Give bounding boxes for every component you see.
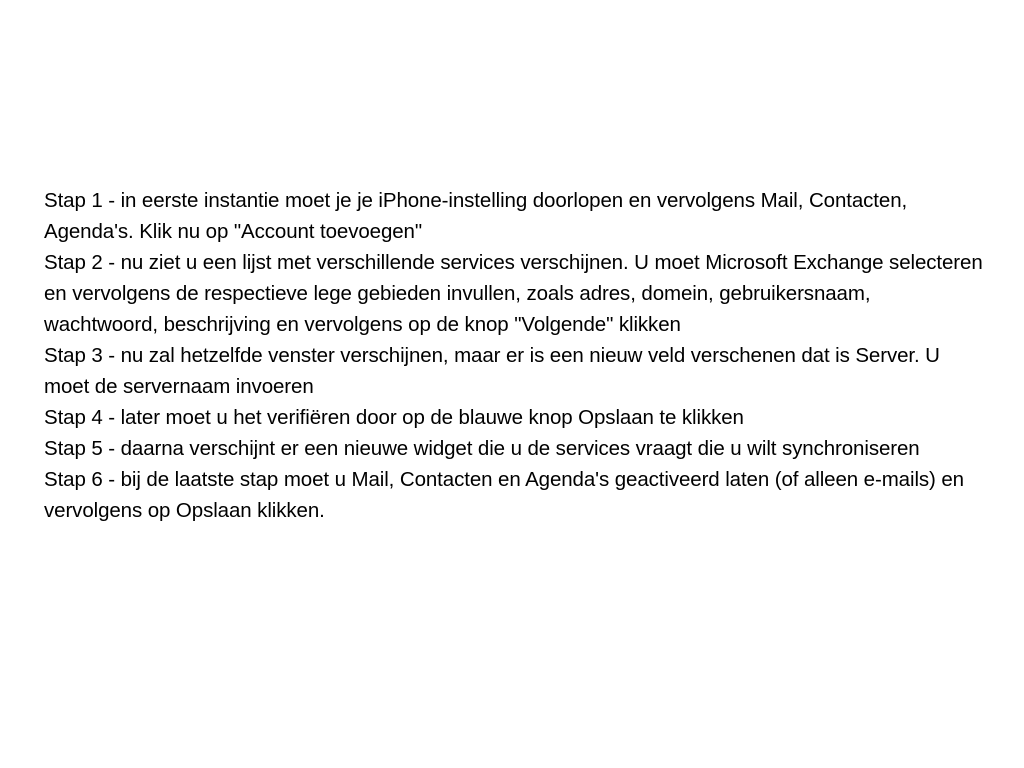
step-2-text: Stap 2 - nu ziet u een lijst met verschillende services verschijnen. U moet Microsoft Exchange selecteren en vervolgens de respectieve lege gebieden invullen, zoals adres, domein, gebruikersnaam, wachtwoord, beschrijving en vervolgens op de knop "Volgende" klikken: [44, 251, 983, 336]
step-5-text: Stap 5 - daarna verschijnt er een nieuwe widget die u de services vraagt die u wilt synchroniseren: [44, 437, 920, 460]
step-6-text: Stap 6 - bij de laatste stap moet u Mail, Contacten en Agenda's geactiveerd laten (of alleen e-mails) en vervolgens op Opslaan klikken.: [44, 468, 964, 522]
step-4-text: Stap 4 - later moet u het verifiëren door op de blauwe knop Opslaan te klikken: [44, 406, 744, 429]
step-1-text: Stap 1 - in eerste instantie moet je je iPhone-instelling doorlopen en vervolgens Mail, Contacten, Agenda's. Klik nu op "Account toevoegen": [44, 189, 908, 243]
step-3-text: Stap 3 - nu zal hetzelfde venster verschijnen, maar er is een nieuw veld verschenen dat is Server. U moet de servernaam invoeren: [44, 344, 940, 398]
step-list: [44, 185, 984, 526]
